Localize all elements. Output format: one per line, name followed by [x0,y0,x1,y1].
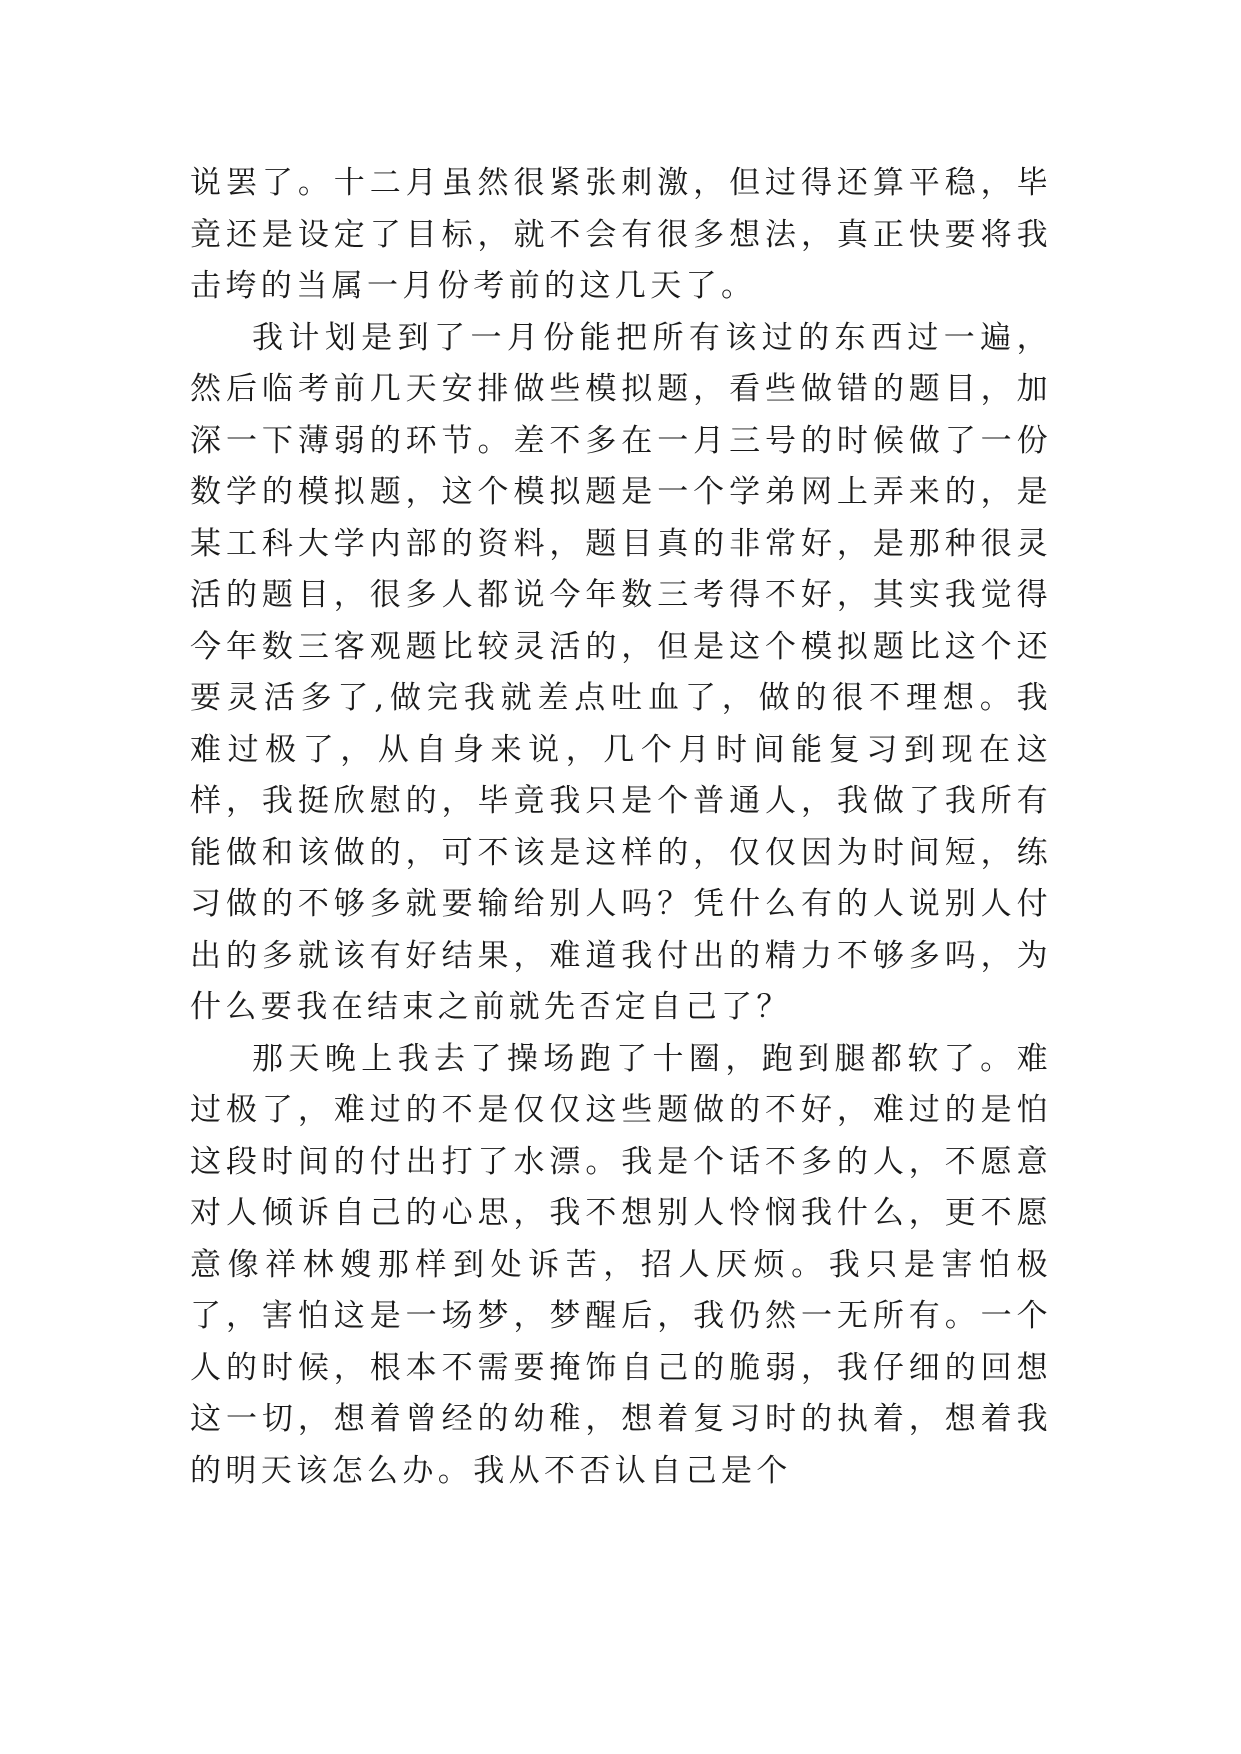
paragraph-continuation: 说罢了。十二月虽然很紧张刺激，但过得还算平稳，毕竟还是设定了目标，就不会有很多想法，真正快要将我击垮的当属一月份考前的这几天了。 [190,165,1052,304]
paragraph-night-run: 那天晚上我去了操场跑了十圈，跑到腿都软了。难过极了，难过的不是仅仅这些题做的不好，难过的是怕这段时间的付出打了水漂。我是个话不多的人，不愿意对人倾诉自己的心思，我不想别人怜悯我什么，更不愿意像祥林嫂那样到处诉苦，招人厌烦。我只是害怕极了，害怕这是一场梦，梦醒后，我仍然一无所有。一个人的时候，根本不需要掩饰自己的脆弱，我仔细的回想这一切，想着曾经的幼稚，想着复习时的执着，想着我的明天该怎么办。我从不否认自己是个 [190,1040,1052,1489]
paragraph-plan-and-mock-exam: 我计划是到了一月份能把所有该过的东西过一遍，然后临考前几天安排做些模拟题，看些做错的题目，加深一下薄弱的环节。差不多在一月三号的时候做了一份数学的模拟题，这个模拟题是一个学弟网上弄来的，是某工科大学内部的资料，题目真的非常好，是那种很灵活的题目，很多人都说今年数三考得不好，其实我觉得今年数三客观题比较灵活的，但是这个模拟题比这个还要灵活多了,做完我就差点吐血了，做的很不理想。我难过极了，从自身来说，几个月时间能复习到现在这样，我挺欣慰的，毕竟我只是个普通人，我做了我所有能做和该做的，可不该是这样的，仅仅因为时间短，练习做的不够多就要输给别人吗？凭什么有的人说别人付出的多就该有好结果，难道我付出的精力不够多吗，为什么要我在结束之前就先否定自己了？ [190,319,1052,1025]
body-text [190,158,1052,1497]
